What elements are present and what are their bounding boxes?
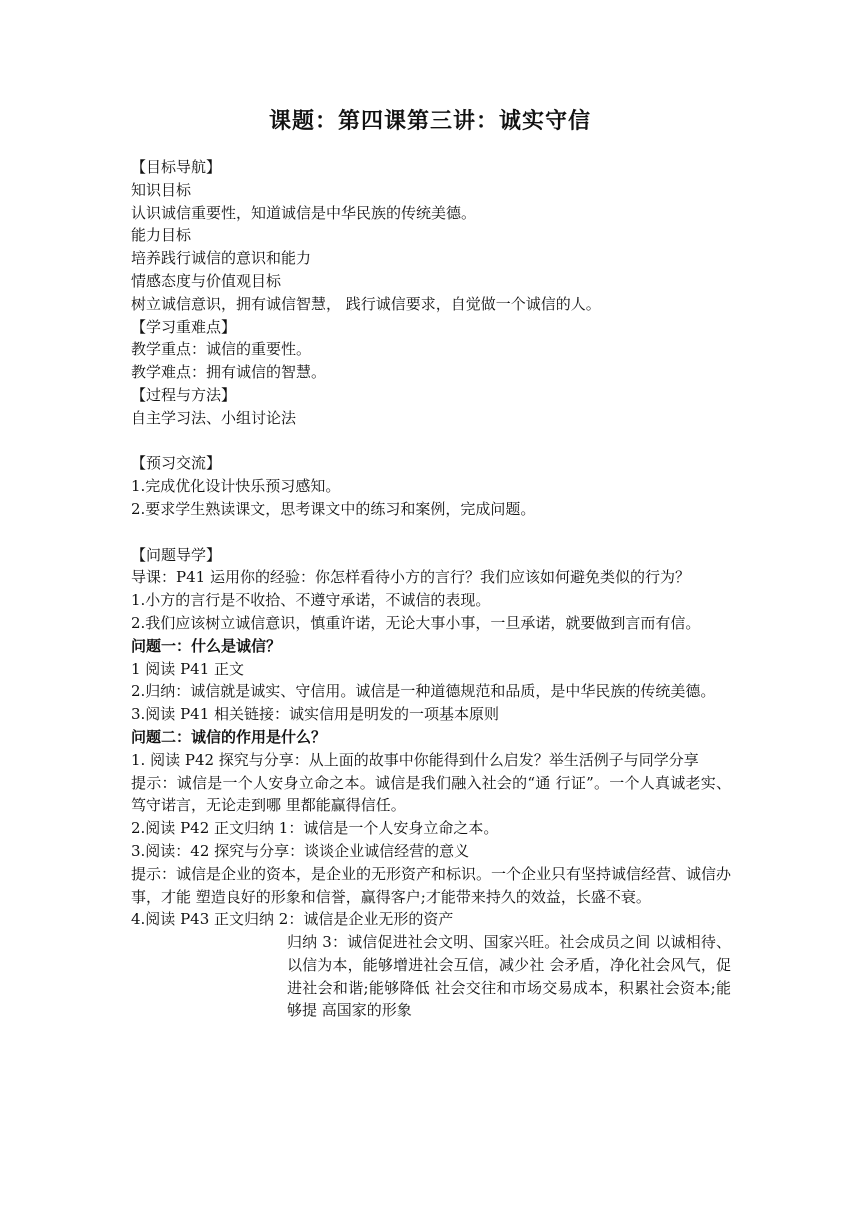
text-paragraph: 2.我们应该树立诚信意识，慎重许诺，无论大事小事，一旦承诺，就要做到言而有信。: [131, 613, 701, 632]
text-line: 能力目标: [131, 226, 192, 245]
document-title: 课题：第四课第三讲：诚实守信: [268, 109, 591, 134]
text-line: 2.要求学生熟读课文，思考课文中的练习和案例，完成问题。: [131, 499, 536, 518]
text-line: 知识目标: [131, 180, 192, 199]
question-one-heading: 问题一：什么是诚信？: [131, 636, 282, 655]
summary-paragraph: 归纳 3：诚信促进社会文明、国家兴旺。社会成员之间 以诚相待、以信为本，能够增进社会互信，减少社 会矛盾，净化社会风气，促进社会和谐;能够降低 社会交往和市场交易成本，积累社会资本;能够提 高国家的形象: [287, 933, 731, 1020]
document-body: [131, 156, 731, 1022]
text-line: 4.阅读 P43 正文归纳 2：诚信是企业无形的资产: [131, 910, 454, 929]
blank-line: [131, 430, 731, 453]
question-two-heading: 问题二：诚信的作用是什么？: [131, 727, 327, 746]
section-heading-key-points: 【学习重难点】: [131, 317, 237, 336]
section-heading-guided-questions: 【问题导学】: [131, 545, 222, 564]
section-heading-preview: 【预习交流】: [131, 454, 222, 473]
text-line: 培养践行诚信的意识和能力: [131, 249, 312, 268]
text-line: 教学难点：拥有诚信的智慧。: [131, 363, 327, 382]
text-paragraph: 导课：P41 运用你的经验：你怎样看待小方的言行？我们应该如何避免类似的行为？: [131, 568, 690, 587]
text-line: 1.完成优化设计快乐预习感知。: [131, 477, 341, 496]
text-line: 自主学习法、小组讨论法: [131, 408, 297, 427]
text-line: 树立诚信意识，拥有诚信智慧， 践行诚信要求，自觉做一个诚信的人。: [131, 294, 601, 313]
text-paragraph: 提示：诚信是一个人安身立命之本。诚信是我们融入社会的“通 行证”。一个人真诚老实、笃守诺言，无论走到哪 里都能赢得信任。: [131, 773, 731, 815]
text-line: 3.阅读 P41 相关链接：诚实信用是明发的一项基本原则: [131, 705, 500, 724]
text-paragraph: 提示：诚信是企业的资本，是企业的无形资产和标识。一个企业只有坚持诚信经营、诚信办事，才能 塑造良好的形象和信誉，赢得客户;才能带来持久的效益，长盛不衰。: [131, 864, 732, 906]
text-line: 3.阅读：42 探究与分享：谈谈企业诚信经营的意义: [131, 841, 470, 860]
text-paragraph: 1. 阅读 P42 探究与分享：从上面的故事中你能得到什么启发？举生活例子与同学分享: [131, 750, 699, 769]
section-heading-methods: 【过程与方法】: [131, 385, 237, 404]
blank-line: [131, 521, 731, 544]
text-line: 认识诚信重要性，知道诚信是中华民族的传统美德。: [131, 203, 477, 222]
text-paragraph: 2.归纳：诚信就是诚实、守信用。诚信是一种道德规范和品质，是中华民族的传统美德。: [131, 682, 716, 701]
text-line: 情感态度与价值观目标: [131, 271, 282, 290]
section-heading-goals: 【目标导航】: [131, 158, 222, 176]
text-line: 教学重点：诚信的重要性。: [131, 340, 312, 359]
text-line: 2.阅读 P42 正文归纳 1：诚信是一个人安身立命之本。: [131, 819, 499, 838]
text-line: 1.小方的言行是不收拾、不遵守承诺，不诚信的表现。: [131, 591, 491, 610]
text-line: 1 阅读 P41 正文: [131, 659, 245, 678]
